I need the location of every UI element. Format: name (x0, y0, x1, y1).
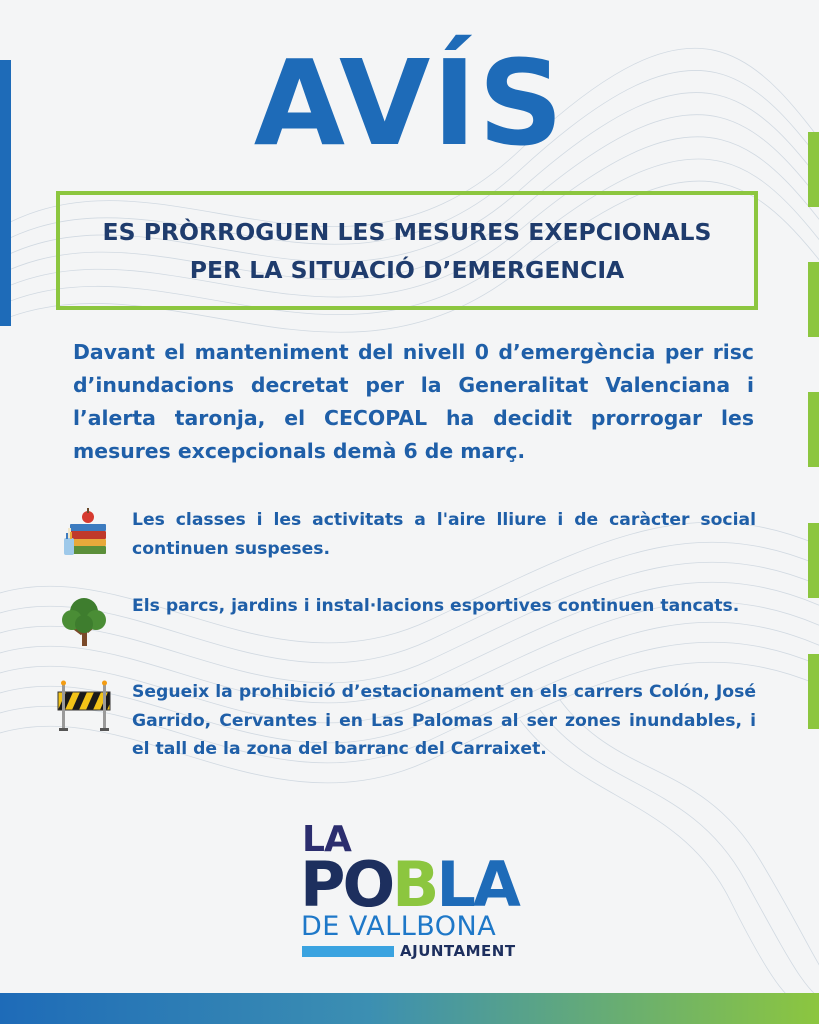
bottom-gradient-bar (0, 993, 819, 1024)
right-accent-tab (808, 654, 819, 729)
measure-text: Els parcs, jardins i instal·lacions esportives continuen tancats. (132, 596, 740, 616)
school-books-apple-icon (56, 506, 112, 562)
ajuntament-logo (300, 819, 524, 962)
right-accent-tab (808, 262, 819, 337)
notice-title: AVÍS (253, 34, 566, 172)
logo-la: LA (302, 819, 351, 860)
headline-line-1: ES PRÒRROGUEN LES MESURES EXEPCIONALS (102, 217, 712, 246)
logo-accent-bar (302, 946, 394, 957)
measure-text: Les classes i les activitats a l'aire lliure i de caràcter social continuen suspeses. (132, 510, 756, 559)
measure-text: Segueix la prohibició d’estacionament en els carrers Colón, José Garrido, Cervantes i en Las Palomas al ser zones inundables, i el tall de la zona del barranc del Carraixet. (132, 682, 756, 759)
right-accent-tab (808, 392, 819, 467)
logo-ajuntament: AJUNTAMENT (400, 942, 516, 960)
intro-paragraph: Davant el manteniment del nivell 0 d’emergència per risc d’inundacions decretat per la Generalitat Valenciana i l’alerta taronja, el CECOPAL ha decidit prorrogar les mesures excepcionals demà 6 de març. (73, 340, 754, 463)
logo-pobla: POBLA (300, 848, 518, 921)
right-accent-tab (808, 523, 819, 598)
logo-de-vallbona: DE VALLBONA (301, 911, 497, 942)
headline (103, 213, 712, 289)
headline-box (56, 191, 758, 310)
road-barrier-icon (56, 678, 112, 734)
tree-icon (56, 592, 112, 648)
headline-line-2: PER LA SITUACIÓ D’EMERGENCIA (189, 255, 625, 284)
